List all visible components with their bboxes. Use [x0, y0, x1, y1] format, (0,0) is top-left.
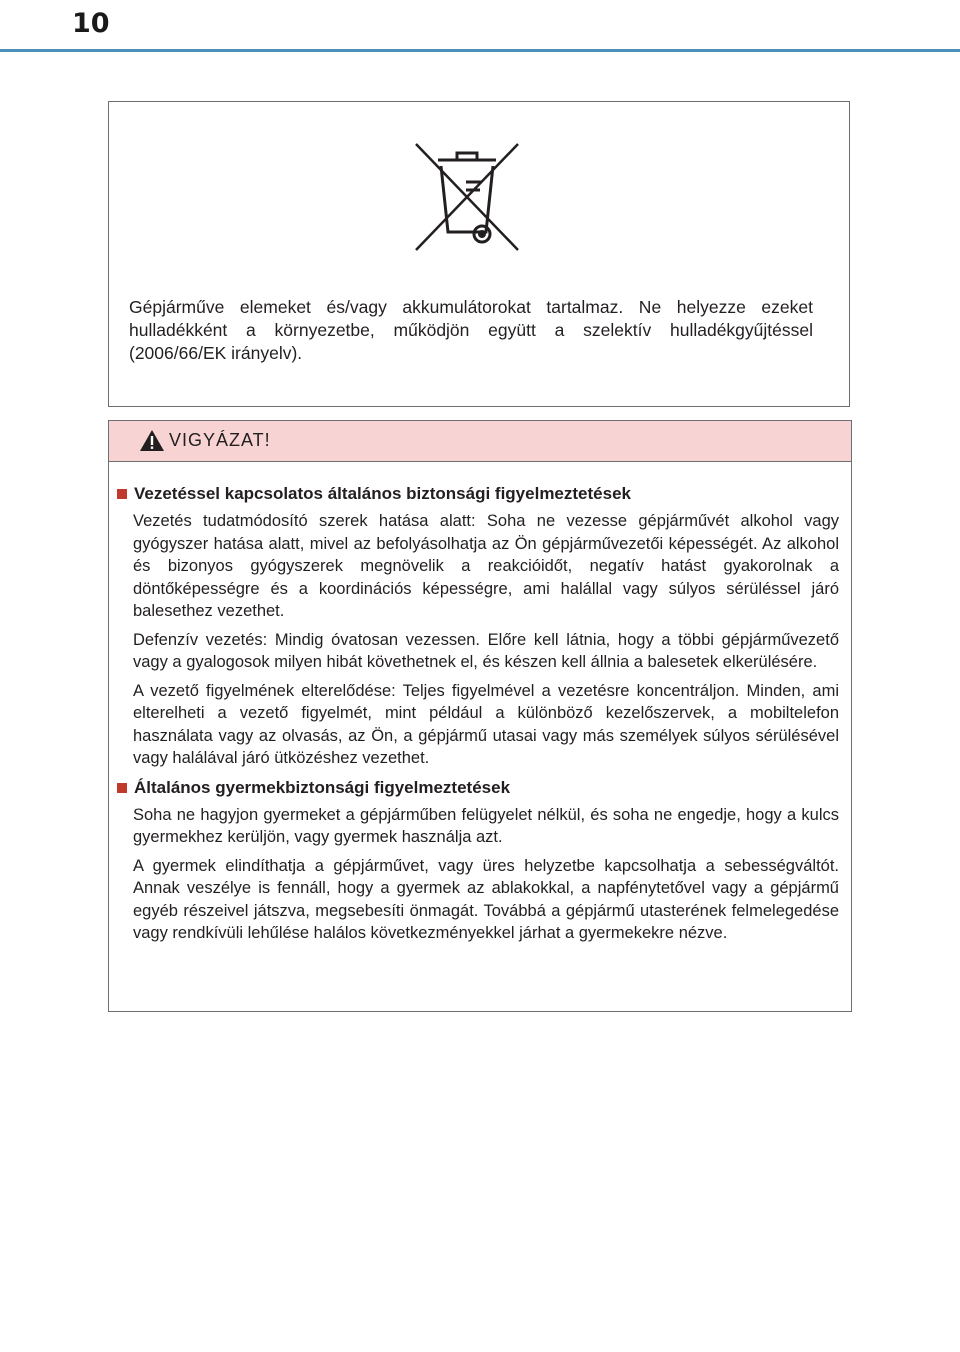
- caution-title: VIGYÁZAT!: [169, 430, 271, 450]
- square-bullet-icon: [117, 489, 127, 499]
- section-driving-safety: [117, 482, 839, 770]
- caution-header: [109, 421, 851, 462]
- paragraph: Vezetés tudatmódosító szerek hatása alatt: Soha ne vezesse gépjárművét alkohol vagy gyógyszer hatása alatt, mivel az befolyásolhatja az Ön gépjárművezetői képességét. Az alkohol és bizonyos gyógyszerek megnövelik a reakcióidőt, negatív hatást gyakorolnak a döntőképességre és a koordinációs képességre, ami halállal vagy súlyos sérüléssel járó balesethez vezethet.: [133, 512, 839, 620]
- square-bullet-icon: [117, 783, 127, 793]
- page-number: 10: [72, 8, 110, 39]
- recycle-notice-box: [108, 101, 850, 407]
- recycle-notice-text: Gépjárműve elemeket és/vagy akkumulátorokat tartalmaz. Ne helyezze ezeket hulladékként a környezetbe, működjön együtt a szelektív hulladékgyűjtéssel (2006/66/EK irányelv).: [129, 297, 813, 363]
- caution-body: [109, 462, 851, 945]
- paragraph: Defenzív vezetés: Mindig óvatosan vezessen. Előre kell látnia, hogy a többi gépjárművezető vagy a gyalogosok milyen hibát követhetnek el, és készen kell állnia a balesetek elkerülésére.: [133, 630, 839, 671]
- paragraph: A gyermek elindíthatja a gépjárművet, vagy üres helyzetbe kapcsolhatja a sebességváltót. Annak veszélye is fennáll, hogy a gyermek az ablakokkal, a napfénytetővel vagy a gépjármű egyéb részeivel játszva, megsebesíti önmagát. Továbbá a gépjármű utasterének felmelegedése vagy rendkívüli lehűlése halálos következményekkel járhat a gyermekekre nézve.: [133, 856, 839, 942]
- warning-triangle-icon: [139, 429, 165, 452]
- paragraph: A vezető figyelmének elterelődése: Teljes figyelmével a vezetésre koncentráljon. Minden, ami elterelheti a vezető figyelmét, mint például a különböző kezelőszervek, a mobiltelefon használata vagy az olvasás, az Ön, a gépjármű utasai vagy más személyek súlyos sérülésével vagy halálával járó ütközéshez vezethet.: [133, 681, 839, 767]
- paragraph: Soha ne hagyjon gyermeket a gépjárműben felügyelet nélkül, és soha ne engedje, hogy a kulcs gyermekhez kerüljön, vagy gyermek használja azt.: [133, 805, 839, 846]
- crossed-out-wheelie-bin-icon: [408, 138, 526, 256]
- section-heading-text: Vezetéssel kapcsolatos általános biztonsági figyelmeztetések: [134, 484, 631, 503]
- section-heading: [117, 776, 839, 800]
- caution-box: [108, 420, 852, 1012]
- header-rule: [0, 49, 960, 52]
- section-child-safety: [117, 776, 839, 945]
- section-heading: [117, 482, 839, 506]
- section-heading-text: Általános gyermekbiztonsági figyelmeztetések: [134, 777, 511, 797]
